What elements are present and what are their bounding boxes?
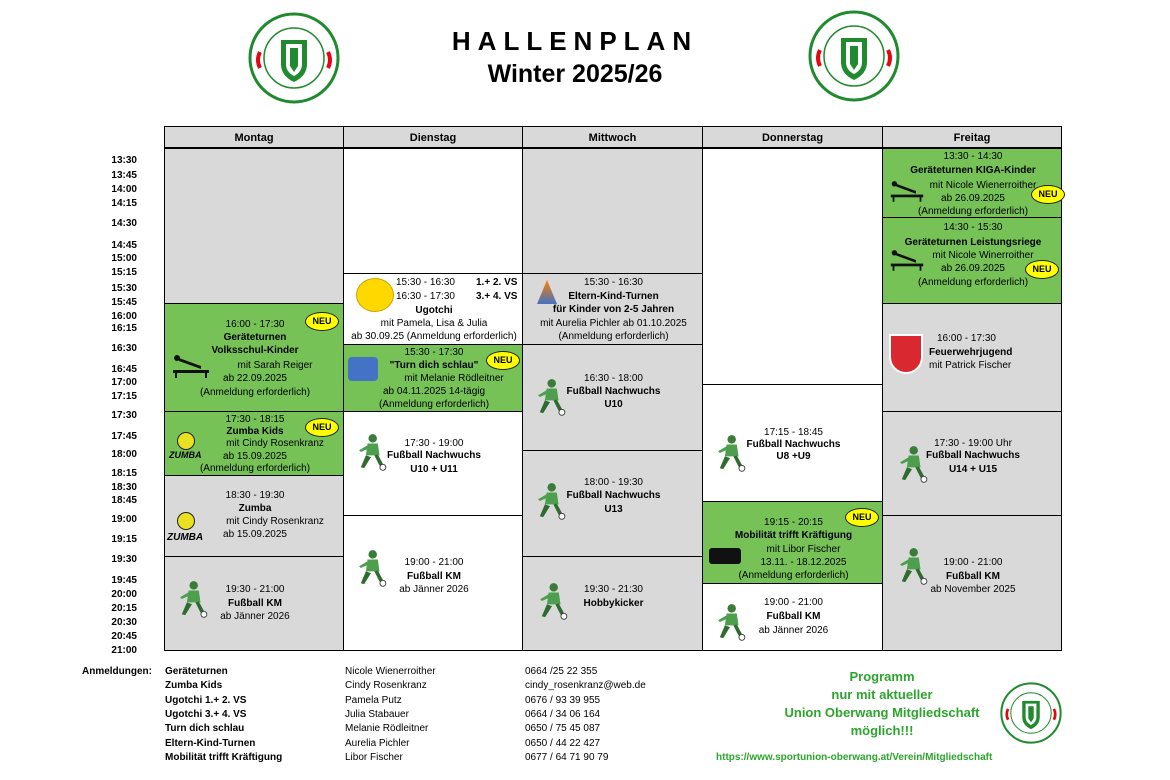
- time-label: 16:30: [111, 343, 137, 354]
- note-text: (Anmeldung erforderlich): [738, 570, 849, 581]
- trainer-text: mit Pamela, Lisa & Julia: [380, 318, 488, 329]
- trainer-text: mit Patrick Fischer: [929, 360, 1012, 371]
- start-text: ab 26.09.2025: [941, 263, 1005, 274]
- time-text: 15:30 - 17:30: [404, 347, 464, 358]
- mittwoch-hobbykicker-block: [522, 556, 703, 651]
- course-title: für Kinder von 2-5 Jahren: [552, 304, 675, 315]
- trainer-text: mit Cindy Rosenkranz: [226, 438, 324, 449]
- time-text: 15:30 - 16:30: [584, 277, 643, 288]
- note-text: (Anmeldung erforderlich): [199, 463, 311, 474]
- time-label: 18:15: [111, 468, 137, 479]
- registration-name: Melanie Rödleitner: [345, 723, 429, 735]
- start-text: ab Jänner 2026: [399, 584, 469, 595]
- course-title: Zumba: [238, 503, 272, 514]
- day-header-montag: Montag: [164, 126, 344, 148]
- course-title: Eltern-Kind-Turnen: [568, 291, 659, 302]
- trainer-text: mit Sarah Reiger: [237, 360, 313, 371]
- mittwoch-free-block: [522, 148, 703, 274]
- time-text: 17:30 - 19:00 Uhr: [934, 438, 1012, 449]
- time-label: 14:00: [111, 184, 137, 195]
- group-text: U8 +U9: [776, 451, 811, 462]
- time-label: 13:45: [111, 170, 137, 181]
- start-text: ab 15.09.2025: [223, 529, 287, 540]
- trainer-text: mit Nicole Wienerroither: [929, 180, 1037, 191]
- registration-course: Eltern-Kind-Turnen: [165, 737, 256, 749]
- registration-name: Pamela Putz: [345, 694, 402, 706]
- registration-name: Libor Fischer: [345, 751, 403, 763]
- time-label: 18:45: [111, 495, 137, 506]
- course-title: Fußball KM: [766, 611, 821, 622]
- start-text: ab 22.09.2025: [223, 373, 287, 384]
- dienstag-ugotchi-block: [343, 273, 523, 345]
- day-header-freitag: Freitag: [882, 126, 1062, 148]
- donnerstag-fussball-u8-block: [702, 384, 883, 502]
- group-text: 3.+ 4. VS: [476, 291, 518, 302]
- group-text: U13: [604, 504, 623, 515]
- course-title: Fußball KM: [946, 571, 1000, 582]
- union-oberwang-logo-left: [248, 12, 340, 104]
- page-subtitle: Winter 2025/26: [487, 60, 663, 88]
- course-title: Geräteturnen Leistungsriege: [904, 237, 1042, 248]
- time-label: 14:30: [111, 218, 137, 229]
- time-label: 19:15: [111, 534, 137, 545]
- start-text: ab November 2025: [930, 584, 1016, 595]
- start-text: ab Jänner 2026: [220, 611, 290, 622]
- start-text: 13.11. - 18.12.2025: [760, 557, 847, 568]
- course-title: Ugotchi: [415, 305, 453, 316]
- course-title: Fußball KM: [228, 598, 282, 609]
- registration-contact[interactable]: cindy_rosenkranz@web.de: [525, 680, 646, 692]
- neu-badge: NEU: [1025, 260, 1059, 279]
- montag-free-block: [164, 148, 344, 304]
- course-title: Feuerwehrjugend: [929, 347, 1013, 358]
- time-text: 18:30 - 19:30: [225, 490, 285, 501]
- time-label: 13:30: [111, 155, 137, 166]
- time-label: 16:15: [111, 323, 137, 334]
- time-label: 17:15: [111, 391, 137, 402]
- time-text: 18:00 - 19:30: [584, 477, 643, 488]
- time-label: 18:00: [111, 449, 137, 460]
- time-label: 14:15: [111, 198, 137, 209]
- neu-badge: NEU: [1031, 185, 1065, 204]
- time-text: 13:30 - 14:30: [943, 151, 1003, 162]
- dienstag-fussball-u10-block: [343, 411, 523, 516]
- trainer-text: mit Melanie Rödleitner: [404, 373, 504, 384]
- group-text: U10: [604, 399, 623, 410]
- time-text: 19:00 - 21:00: [404, 557, 464, 568]
- zumba-logo-text: ZUMBA: [167, 532, 204, 543]
- time-text: 16:30 - 18:00: [584, 373, 643, 384]
- freitag-kiga-block: [882, 148, 1062, 218]
- time-text: 17:30 - 18:15: [225, 414, 285, 425]
- note-text: (Anmeldung erforderlich): [917, 277, 1029, 288]
- day-header-donnerstag: Donnerstag: [702, 126, 883, 148]
- promo-line: Union Oberwang Mitgliedschaft: [784, 705, 980, 720]
- start-text: ab Jänner 2026: [758, 625, 829, 636]
- course-title: Fußball Nachwuchs: [746, 439, 841, 450]
- registration-contact[interactable]: 0664 /25 22 355: [525, 666, 598, 677]
- time-text: 16:00 - 17:30: [937, 333, 996, 344]
- montag-zumba-kids-block: [164, 411, 344, 476]
- time-text: 17:15 - 18:45: [764, 427, 823, 438]
- time-text: 14:30 - 15:30: [943, 222, 1003, 233]
- time-label: 20:45: [111, 631, 137, 642]
- course-title: Geräteturnen KIGA-Kinder: [910, 165, 1036, 176]
- time-label: 17:45: [111, 431, 137, 442]
- feuerwehr-crest-icon: [889, 334, 923, 374]
- start-text: ab 26.09.2025: [941, 193, 1005, 204]
- time-label: 15:45: [111, 297, 137, 308]
- course-title: Geräteturnen: [223, 332, 287, 343]
- course-title: Volksschul-Kinder: [211, 345, 299, 356]
- time-label: 19:45: [111, 575, 137, 586]
- registration-name: Nicole Wienerroither: [345, 666, 436, 677]
- registration-contact[interactable]: 0650 / 75 45 087: [525, 723, 601, 735]
- start-text: ab 15.09.2025: [223, 451, 287, 462]
- mittwoch-fussball-u10-block: [522, 344, 703, 451]
- mittwoch-fussball-u13-block: [522, 450, 703, 557]
- start-text: ab 04.11.2025 14-tägig: [382, 386, 486, 397]
- time-label: 20:30: [111, 617, 137, 628]
- union-oberwang-logo-footer: [1000, 682, 1062, 744]
- group-text: U14 + U15: [948, 464, 998, 475]
- montag-zumba-block: [164, 475, 344, 557]
- time-label: 16:00: [111, 311, 137, 322]
- neu-badge: NEU: [486, 351, 520, 370]
- donnerstag-free-block: [702, 148, 883, 385]
- zumba-logo-text: ZUMBA: [169, 450, 202, 460]
- trainer-text: mit Cindy Rosenkranz: [226, 516, 324, 527]
- neu-badge: NEU: [305, 312, 339, 331]
- registration-course: Ugotchi 1.+ 2. VS: [165, 694, 247, 706]
- time-text: 15:30 - 16:30: [396, 277, 455, 288]
- time-label: 15:30: [111, 283, 137, 294]
- time-text: 17:30 - 19:00: [404, 438, 464, 449]
- time-text: 19:30 - 21:00: [225, 584, 285, 595]
- time-label: 18:30: [111, 482, 137, 493]
- course-title: Hobbykicker: [583, 598, 644, 609]
- mittwoch-eltern-kind-block: [522, 273, 703, 345]
- membership-promo: [752, 668, 1012, 740]
- course-title: Fußball Nachwuchs: [566, 386, 661, 397]
- registration-course: Geräteturnen: [165, 666, 228, 677]
- group-text: 1.+ 2. VS: [476, 277, 518, 288]
- registration-course: Turn dich schlau: [165, 723, 245, 735]
- time-text: 19:30 - 21:30: [584, 584, 643, 595]
- time-label: 17:30: [111, 410, 137, 421]
- neu-badge: NEU: [845, 508, 879, 527]
- registration-name: Julia Stabauer: [345, 708, 409, 720]
- course-title: "Turn dich schlau": [389, 360, 479, 371]
- page-title: HALLENPLAN: [451, 26, 699, 56]
- donnerstag-fussball-km-block: [702, 583, 883, 651]
- time-text: 19:15 - 20:15: [764, 517, 823, 528]
- montag-fussball-km-block: [164, 556, 344, 651]
- group-text: U10 + U11: [410, 464, 458, 475]
- dienstag-fussball-km-block: [343, 515, 523, 651]
- freitag-fussball-km-block: [882, 515, 1062, 651]
- time-text: 19:00 - 21:00: [943, 557, 1003, 568]
- time-label: 20:00: [111, 589, 137, 600]
- montag-geraeteturnen-block: [164, 303, 344, 412]
- time-label: 19:00: [111, 514, 137, 525]
- registration-contact[interactable]: 0650 / 44 22 427: [525, 737, 601, 749]
- note-text: (Anmeldung erforderlich): [917, 206, 1029, 217]
- time-label: 19:30: [111, 554, 137, 565]
- registration-name: Cindy Rosenkranz: [345, 680, 427, 692]
- note-text: (Anmeldung erforderlich): [558, 331, 669, 342]
- dienstag-turn-dich-schlau-block: [343, 344, 523, 412]
- registration-contact[interactable]: 0677 / 64 71 90 79: [525, 751, 609, 763]
- note-text: (Anmeldung erforderlich): [378, 399, 490, 410]
- course-title: Fußball Nachwuchs: [387, 450, 481, 461]
- course-title: Fußball Nachwuchs: [566, 490, 661, 501]
- freitag-leistungsriege-block: [882, 217, 1062, 304]
- anmeldungen-label: Anmeldungen:: [82, 666, 152, 677]
- trainer-text: mit Aurelia Pichler ab 01.10.2025: [540, 318, 687, 329]
- time-label: 21:00: [111, 645, 137, 656]
- promo-line: Programm: [849, 669, 915, 684]
- time-label: 14:45: [111, 240, 137, 251]
- registration-contact[interactable]: 0676 / 93 39 955: [525, 694, 601, 706]
- freitag-fussball-u14-block: [882, 411, 1062, 516]
- course-title: Fußball Nachwuchs: [926, 450, 1020, 461]
- time-text: 16:00 - 17:30: [225, 319, 285, 330]
- course-title: Zumba Kids: [226, 426, 284, 437]
- note-text: (Anmeldung erforderlich): [199, 387, 311, 398]
- course-title: Mobilität trifft Kräftigung: [734, 530, 853, 541]
- time-label: 16:45: [111, 364, 137, 375]
- trainer-text: mit Nicole Winerroither: [932, 250, 1034, 261]
- course-title: Fußball KM: [407, 571, 461, 582]
- registration-course: Zumba Kids: [165, 680, 223, 692]
- start-text: ab 30.09.25 (Anmeldung erforderlich): [351, 331, 517, 342]
- freitag-feuerwehr-block: [882, 303, 1062, 412]
- time-text: 16:30 - 17:30: [396, 291, 455, 302]
- day-header-dienstag: Dienstag: [343, 126, 523, 148]
- time-text: 19:00 - 21:00: [764, 597, 823, 608]
- time-label: 15:15: [111, 267, 137, 278]
- membership-link[interactable]: https://www.sportunion-oberwang.at/Verein/Mitgliedschaft: [716, 752, 993, 763]
- registration-name: Aurelia Pichler: [345, 737, 410, 749]
- day-header-mittwoch: Mittwoch: [522, 126, 703, 148]
- registration-contact[interactable]: 0664 / 34 06 164: [525, 708, 601, 720]
- trainer-text: mit Libor Fischer: [766, 544, 841, 555]
- promo-line: nur mit aktueller: [831, 687, 933, 702]
- time-label: 20:15: [111, 603, 137, 614]
- time-label: 15:00: [111, 253, 137, 264]
- registration-course: Ugotchi 3.+ 4. VS: [165, 708, 247, 720]
- time-label: 17:00: [111, 377, 137, 388]
- promo-line: möglich!!!: [850, 723, 914, 738]
- neu-badge: NEU: [305, 418, 339, 437]
- registration-course: Mobilität trifft Kräftigung: [165, 751, 283, 763]
- union-oberwang-logo-right: [808, 10, 900, 102]
- donnerstag-mobilitaet-block: [702, 501, 883, 584]
